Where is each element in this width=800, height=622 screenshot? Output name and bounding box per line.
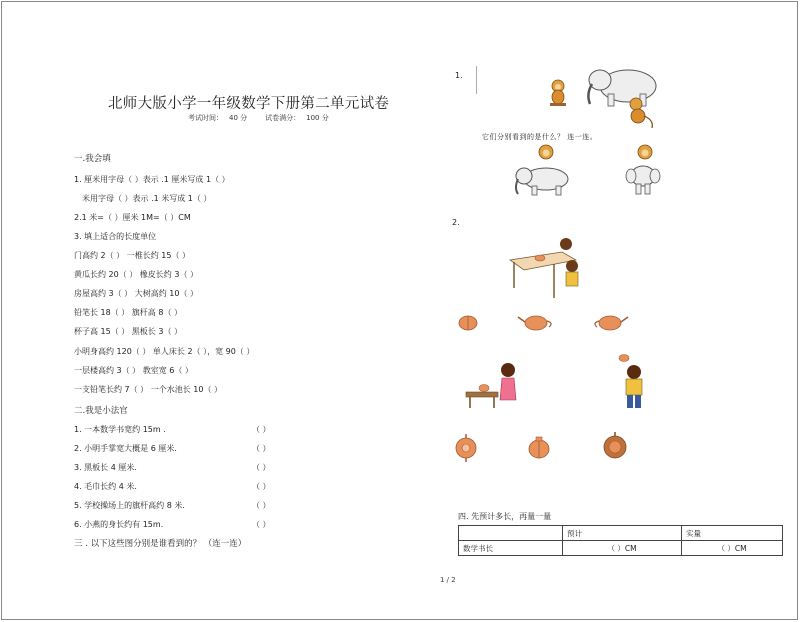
- fill-line-6: 黄瓜长约 20（ ） 橡皮长约 3（ ）: [74, 270, 198, 279]
- judge-item-3: 3. 黑板长 4 厘米.: [74, 463, 137, 472]
- section3-heading: 三 . 以下这些图分别是谁看到的？ （连一连）: [74, 539, 247, 549]
- monkey-picture: [544, 78, 572, 108]
- page-number: 1 / 2: [440, 576, 456, 584]
- section2-heading: 二.我是小法官: [74, 406, 128, 416]
- table-cell: （ ）CM: [563, 541, 682, 556]
- monkey-climbing-picture: [622, 96, 658, 130]
- table-row: [459, 541, 783, 556]
- elephant-front-picture: [626, 164, 660, 196]
- fill-line-5: 门高约 2（ ） 一椎长约 15（ ）: [74, 251, 190, 260]
- table-header-row: [459, 526, 783, 541]
- score-value: 100 分: [306, 114, 329, 122]
- monkey-face-1: [537, 144, 555, 160]
- fill-line-1: 1. 厘米用字母（ ）表示 .1 厘米写成 1（ ）: [74, 175, 230, 184]
- judge-mark-5: （ ）: [252, 501, 271, 510]
- time-value: 40 分: [229, 114, 248, 122]
- teapot-view-5: [527, 434, 551, 460]
- monkey-face-2: [636, 144, 654, 160]
- fill-line-2: 米用字母（ ）表示 .1 米写成 1（ ）: [82, 194, 212, 203]
- section4-heading: 四. 先预计多长，再量一量: [458, 512, 552, 521]
- measure-table: [458, 525, 783, 556]
- fill-line-8: 铅笔长 18（ ） 旗杆高 8（ ）: [74, 308, 182, 317]
- exam-info: [188, 113, 335, 123]
- judge-mark-6: （ ）: [252, 520, 271, 529]
- time-label: 考试时间：: [188, 114, 223, 122]
- fill-line-10: 小明身高约 120（ ） 单人床长 2（ ），宽 90（ ）: [74, 347, 255, 356]
- elephant-side-picture: [514, 164, 572, 196]
- q1-caption: 它们分别看到的是什么？ 连一连。: [482, 133, 598, 141]
- fill-line-4: 3. 填上适合的长度单位: [74, 232, 157, 241]
- fill-line-3: 2.1 米=（ ）厘米 1M=（ ）CM: [74, 213, 191, 222]
- teapot-view-2: [516, 311, 556, 331]
- fill-line-11: 一层楼高约 3（ ） 教室宽 6（ ）: [74, 366, 193, 375]
- judge-mark-4: （ ）: [252, 482, 271, 491]
- boy-teapot-picture: [614, 350, 650, 412]
- table-cell: 数学书长: [459, 541, 563, 556]
- teapot-view-4: [454, 432, 478, 462]
- judge-mark-2: （ ）: [252, 444, 271, 453]
- table-header-cell: 实量: [682, 526, 783, 541]
- table-scene-picture: [506, 238, 586, 304]
- table-header-cell: 预计: [563, 526, 682, 541]
- judge-item-5: 5. 学校操场上的旗杆高约 8 米.: [74, 501, 185, 510]
- judge-mark-1: （ ）: [252, 425, 271, 434]
- table-header-cell: [459, 526, 563, 541]
- girl-bench-picture: [464, 356, 524, 412]
- teapot-view-1: [456, 313, 480, 331]
- fill-line-9: 杯子高 15（ ） 黑板长 3（ ）: [74, 327, 182, 336]
- judge-item-4: 4. 毛巾长约 4 米.: [74, 482, 137, 491]
- page-title: 北师大版小学一年级数学下册第二单元试卷: [108, 96, 390, 112]
- judge-mark-3: （ ）: [252, 463, 271, 472]
- section1-heading: 一.我会填: [74, 154, 111, 164]
- judge-item-2: 2. 小明手掌宽大概是 6 厘米.: [74, 444, 177, 453]
- teapot-view-3: [590, 311, 630, 331]
- judge-item-1: 1. 一本数学书宽约 15m .: [74, 425, 166, 434]
- judge-item-6: 6. 小燕的身长约有 15m.: [74, 520, 164, 529]
- score-label: 试卷满分：: [265, 114, 301, 122]
- fill-line-12: 一支铅笔长约 7（ ） 一个水池长 10（ ）: [74, 385, 222, 394]
- fill-line-7: 房屋高约 3（ ） 大树高约 10（ ）: [74, 289, 198, 298]
- q1-number: 1.: [455, 71, 463, 80]
- teapot-view-6: [602, 432, 628, 462]
- table-cell: （ ）CM: [682, 541, 783, 556]
- q2-number: 2.: [452, 218, 460, 227]
- q1-bracket-line: [476, 66, 477, 94]
